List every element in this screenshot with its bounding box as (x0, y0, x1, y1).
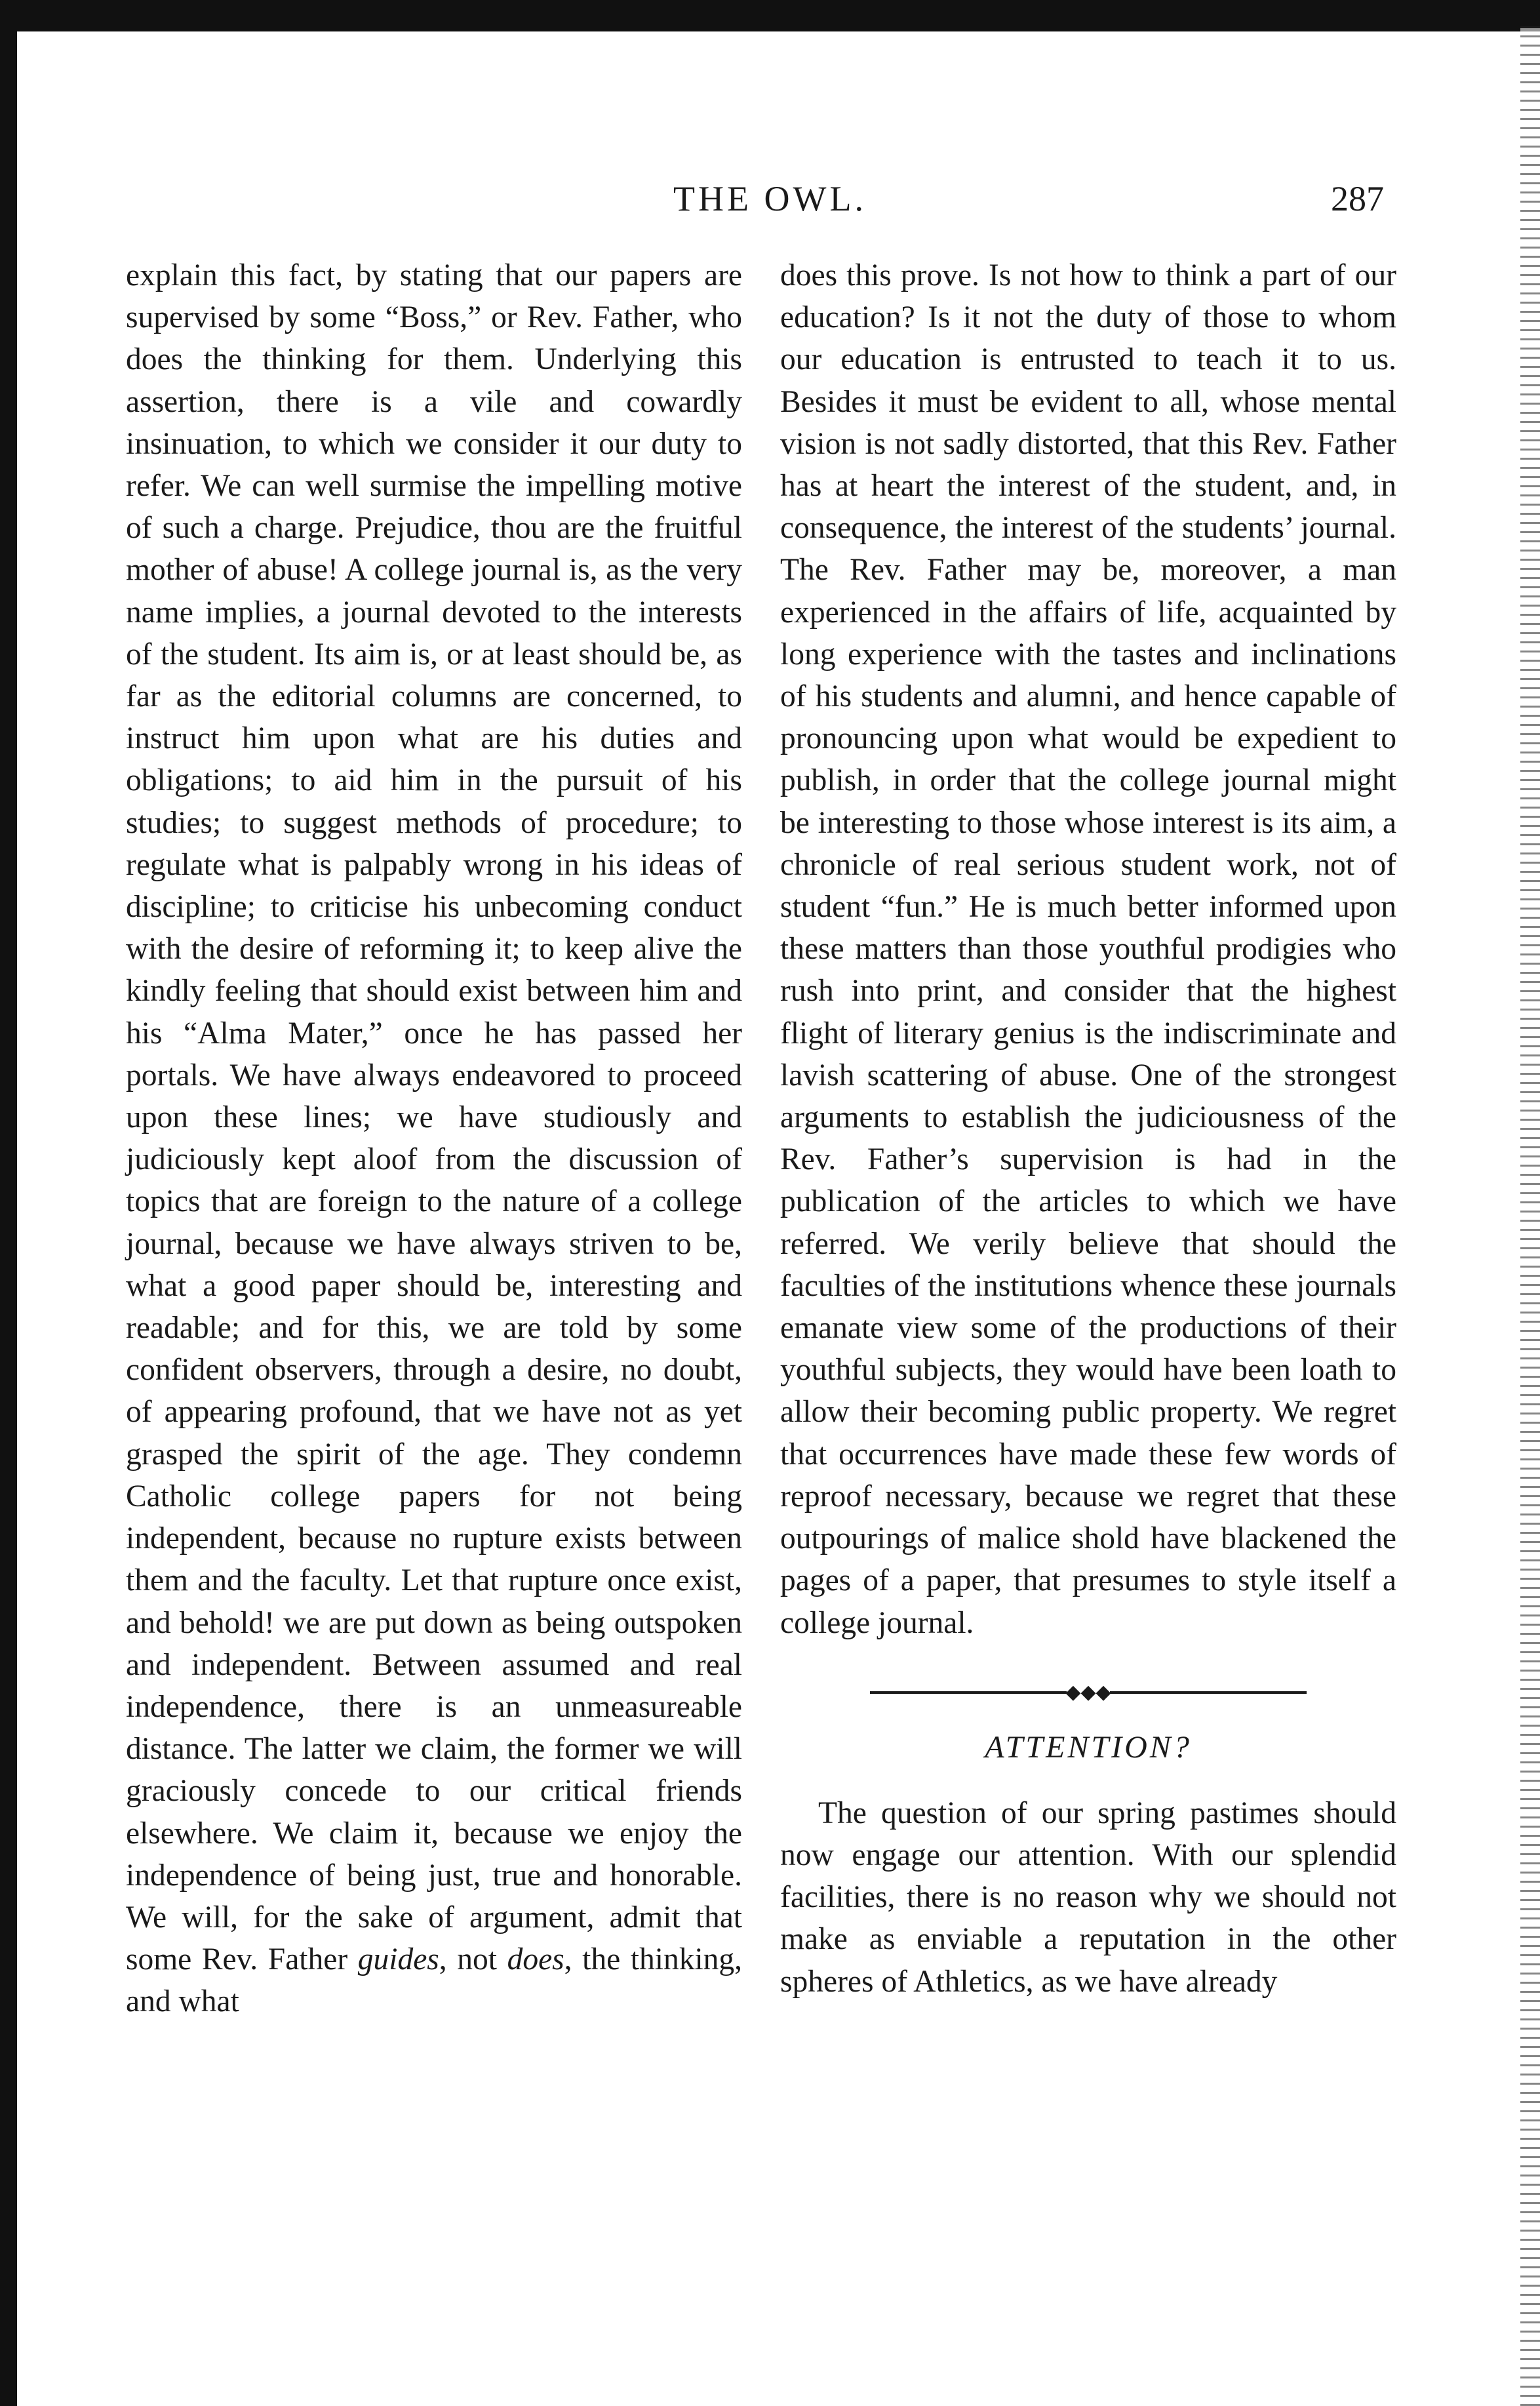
section-body-text: The question of our spring pastimes should now engage our attention. With our splendid facilities, there is no reason why we should not make as enviable a reputation in the other spheres of Athletics, as we have already (780, 1795, 1396, 1999)
page-number: 287 (1331, 179, 1384, 218)
divider-line-right (1110, 1691, 1307, 1694)
divider-line-left (870, 1691, 1067, 1694)
running-title: THE OWL. (673, 179, 867, 218)
divider-diamonds: ◆◆◆ (1065, 1681, 1111, 1703)
left-column-mid: , not (439, 1942, 507, 1977)
right-page-edge (1520, 26, 1540, 2406)
left-border-rule (0, 0, 17, 2406)
left-column-end: , the thinking, and what (126, 1942, 743, 2019)
left-column-text (126, 254, 742, 2023)
italic-word-does: does (507, 1942, 564, 1977)
page-header (0, 178, 1540, 224)
left-column-body: explain this fact, by stating that our papers are supervised by some “Boss,” or Rev. Father, who does the thinking for them. Underlying this assertion, there is a vile and cowardly insinuation, to which we consider it our duty to refer. We can well surmise the impelling motive of such a charge. Prejudice, thou are the fruitful mother of abuse! A college journal is, as the very name implies, a journal devoted to the interests of the student. Its aim is, or at least should be, as far as the editorial columns are concerned, to instruct him upon what are his duties and obligations; to aid him in the pursuit of his studies; to suggest methods of procedure; to regulate what is palpably wrong in his ideas of discipline; to criticise his unbecoming conduct with the desire of reforming it; to keep alive the kindly feeling that should exist between him and his “Alma Mater,” once he has passed her portals. We have always endeavored to proceed upon these lines; we have studiously and judiciously kept aloof from the discussion of topics that are foreign to the nature of a college journal, because we have always striven to be, what a good paper should be, interesting and readable; and for this, we are told by some confident observers, through a desire, no doubt, of appearing profound, that we have not as yet grasped the spirit of the age. They condemn Catholic college papers for not being independent, because no rupture exists between them and the faculty. Let that rupture once exist, and behold! we are put down as being outspoken and independent. Between assumed and real independence, there is an unmeasureable distance. The latter we claim, the former we will graciously concede to our critical friends elsewhere. We claim it, because we enjoy the independence of being just, true and honorable. We will, for the sake of argument, admit that some Rev. Father (126, 258, 742, 1977)
italic-word-guides: guides (357, 1942, 439, 1977)
section-divider-ornament (780, 1669, 1396, 1711)
section-heading: ATTENTION? (985, 1729, 1192, 1765)
right-column-text: does this prove. Is not how to think a part of our education? Is it not the duty of those to whom our education is entrusted to teach it to us. Besides it must be evident to all, whose mental vision is not sadly distorted, that this Rev. Father has at heart the interest of the student, and, in consequence, the interest of the students’ journal. The Rev. Father may be, moreover, a man experienced in the affairs of life, acquainted by long experience with the tastes and inclinations of his students and alumni, and hence capable of pronouncing upon what would be expedient to publish, in order that the college journal might be interesting to those whose interest is its aim, a chronicle of real serious student work, not of student “fun.” He is much better informed upon these matters than those youthful prodigies who rush into print, and consider that the highest flight of literary genius is the indiscriminate and lavish scattering of abuse. One of the strongest arguments to establish the judiciousness of the Rev. Father’s supervision is had in the publication of the articles to which we have referred. We verily believe that should the faculties of the institutions whence these journals emanate view some of the productions of their youthful subjects, they would have been loath to allow their becoming public property. We regret that occurrences have made these few words of reproof necessary, because we regret that these outpourings of malice shold have blackened the pages of a paper, that presumes to style itself a college journal. (780, 258, 1396, 1640)
left-column (126, 254, 742, 2023)
right-column (780, 254, 1396, 2003)
top-border-rule (0, 0, 1540, 31)
